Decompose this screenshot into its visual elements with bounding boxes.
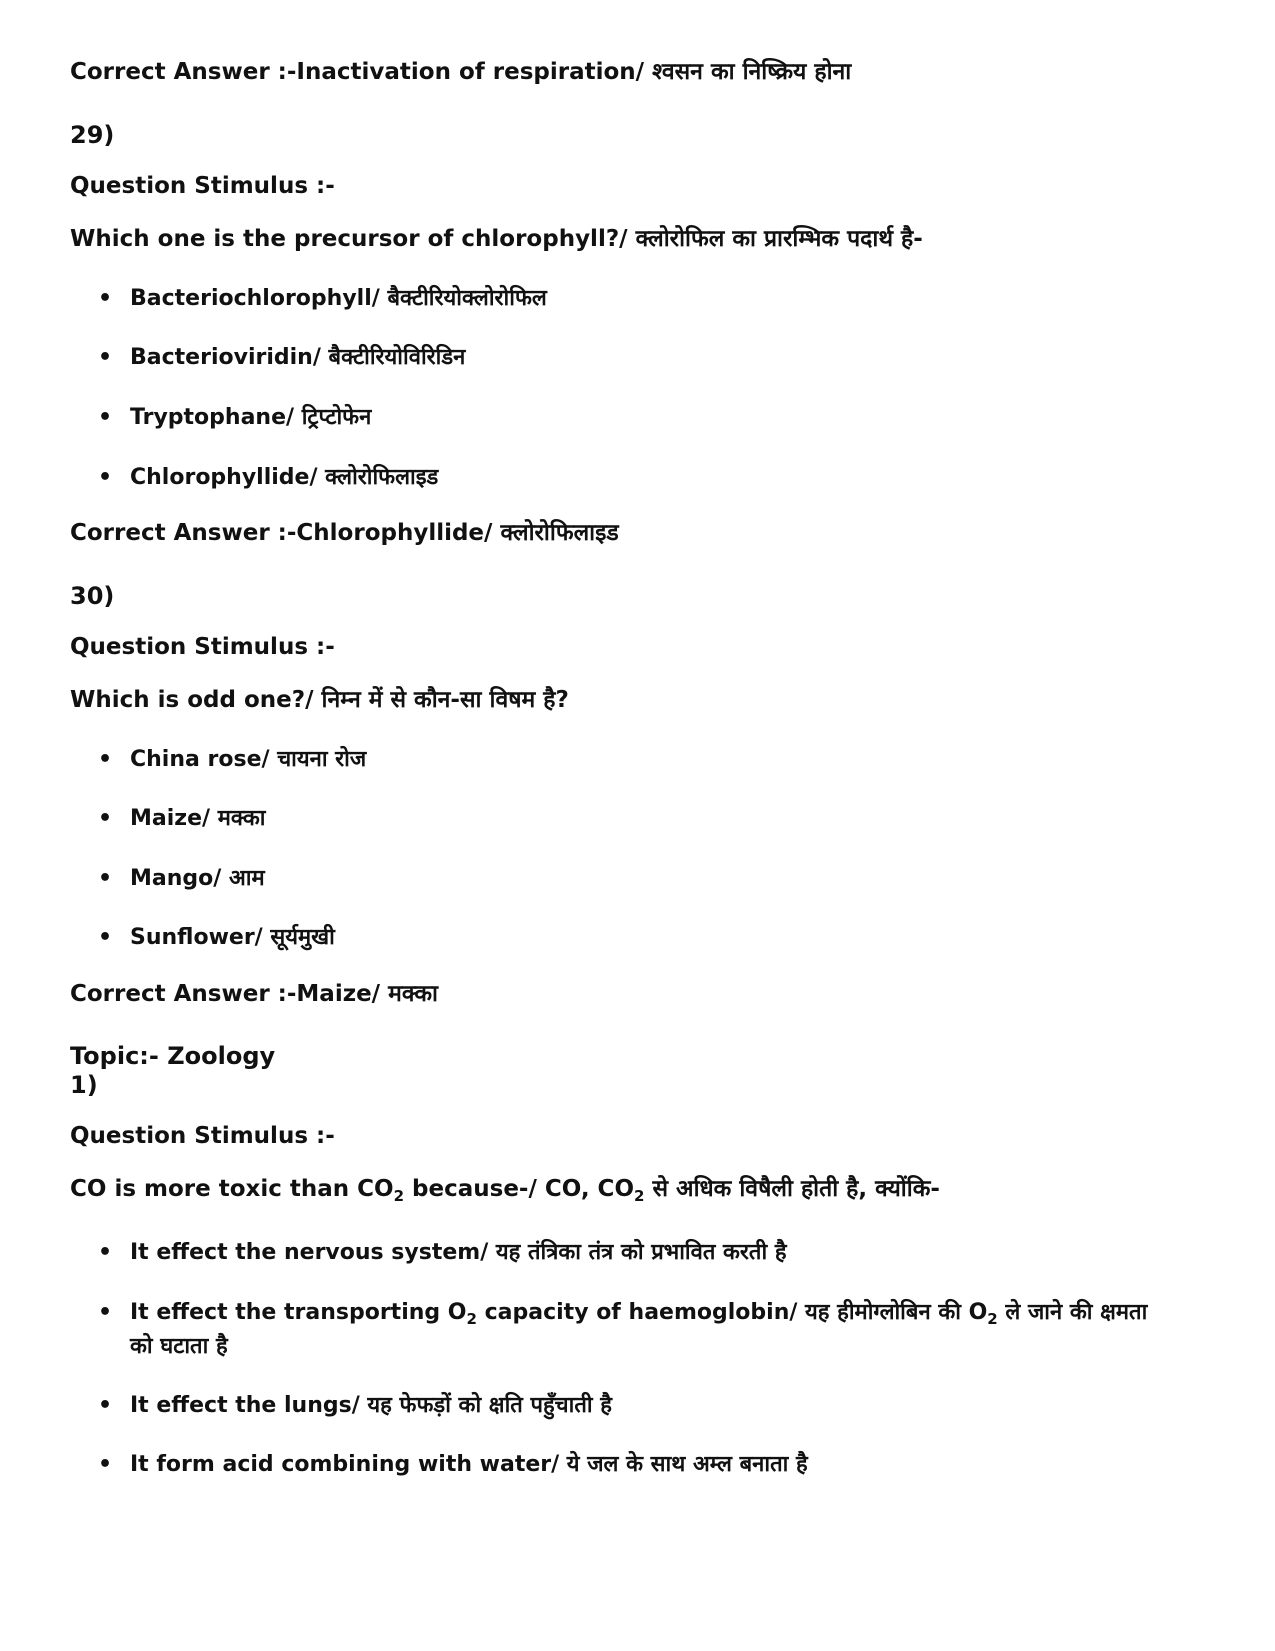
correct-answer-value: Maize/ मक्का bbox=[296, 981, 439, 1007]
question-number: 30) bbox=[70, 582, 115, 610]
bullet-icon: • bbox=[98, 1300, 113, 1325]
correct-answer-label: Correct Answer :- bbox=[70, 981, 297, 1007]
subscript: 2 bbox=[987, 1310, 998, 1328]
bullet-icon: • bbox=[98, 747, 113, 772]
bullet-icon: • bbox=[98, 345, 113, 370]
option-text: It effect the nervous system/ यह तंत्रिका तंत्र को प्रभावित करती है bbox=[130, 1240, 787, 1265]
question-text: Which one is the precursor of chlorophyll?/ क्लोरोफिल का प्रारम्भिक पदार्थ है- bbox=[70, 226, 923, 252]
bullet-icon: • bbox=[98, 866, 113, 891]
option-text-part: ले जाने की क्षमता को घटाता है bbox=[130, 1300, 1148, 1359]
option-item bbox=[98, 921, 1150, 955]
option-item bbox=[98, 1296, 1150, 1364]
option-text-part: It effect the transporting O bbox=[130, 1300, 467, 1325]
option-text bbox=[98, 1296, 1150, 1364]
question-number: 29) bbox=[70, 121, 115, 149]
correct-answer-value: Inactivation of respiration/ श्वसन का निष्क्रिय होना bbox=[296, 59, 852, 85]
correct-answer-label: Correct Answer :- bbox=[70, 520, 297, 546]
option-item bbox=[98, 282, 1150, 316]
option-text: Chlorophyllide/ क्लोरोफिलाइड bbox=[130, 465, 439, 490]
bullet-icon: • bbox=[98, 465, 113, 490]
bullet-icon: • bbox=[98, 925, 113, 950]
question-text-part: से अधिक विषैली होती है, क्योंकि- bbox=[644, 1176, 940, 1202]
option-text: It effect the lungs/ यह फेफड़ों को क्षति पहुँचाती है bbox=[130, 1393, 612, 1418]
bullet-icon: • bbox=[98, 1393, 113, 1418]
bullet-icon: • bbox=[98, 286, 113, 311]
option-text: Bacteriochlorophyll/ बैक्टीरियोक्लोरोफिल bbox=[130, 286, 547, 311]
question-text: Which is odd one?/ निम्न में से कौन-सा विषम है? bbox=[70, 687, 569, 713]
question-stimulus-label: Question Stimulus :- bbox=[70, 173, 335, 199]
question-text bbox=[70, 1174, 940, 1204]
bullet-icon: • bbox=[98, 1240, 113, 1265]
option-text: It form acid combining with water/ ये जल के साथ अम्ल बनाता है bbox=[130, 1452, 808, 1477]
subscript: 2 bbox=[634, 1187, 645, 1205]
option-text: Sunflower/ सूर्यमुखी bbox=[130, 925, 335, 950]
question-text-part: because-/ CO, CO bbox=[404, 1176, 634, 1202]
subscript: 2 bbox=[466, 1310, 477, 1328]
option-item bbox=[98, 1389, 1150, 1423]
option-item bbox=[98, 802, 1150, 836]
subscript: 2 bbox=[393, 1187, 405, 1205]
option-text: China rose/ चायना रोज bbox=[130, 747, 367, 772]
question-stimulus-label: Question Stimulus :- bbox=[70, 1123, 335, 1149]
correct-answer-label: Correct Answer :- bbox=[70, 59, 297, 85]
option-text: Tryptophane/ ट्रिप्टोफेन bbox=[130, 405, 372, 430]
option-item bbox=[98, 1448, 1150, 1482]
question-text-part: CO is more toxic than CO bbox=[70, 1176, 394, 1202]
option-item bbox=[98, 862, 1150, 896]
bullet-icon: • bbox=[98, 806, 113, 831]
bullet-icon: • bbox=[98, 405, 113, 430]
option-item bbox=[98, 743, 1150, 777]
option-text-part: capacity of haemoglobin/ यह हीमोग्लोबिन की O bbox=[476, 1300, 988, 1325]
topic-heading: Topic:- Zoology bbox=[70, 1042, 276, 1070]
bullet-icon: • bbox=[98, 1452, 113, 1477]
correct-answer-value: Chlorophyllide/ क्लोरोफिलाइड bbox=[296, 520, 619, 546]
question-stimulus-label: Question Stimulus :- bbox=[70, 634, 335, 660]
option-text: Mango/ आम bbox=[130, 866, 265, 891]
correct-answer-line bbox=[70, 57, 851, 87]
option-item bbox=[98, 461, 1150, 495]
option-text: Maize/ मक्का bbox=[130, 806, 266, 831]
option-item bbox=[98, 401, 1150, 435]
option-text: Bacterioviridin/ बैक्टीरियोविरिडिन bbox=[130, 345, 466, 370]
correct-answer-line bbox=[70, 518, 619, 548]
option-item bbox=[98, 341, 1150, 375]
question-number: 1) bbox=[70, 1071, 98, 1099]
correct-answer-line bbox=[70, 979, 438, 1009]
option-item bbox=[98, 1236, 1150, 1270]
